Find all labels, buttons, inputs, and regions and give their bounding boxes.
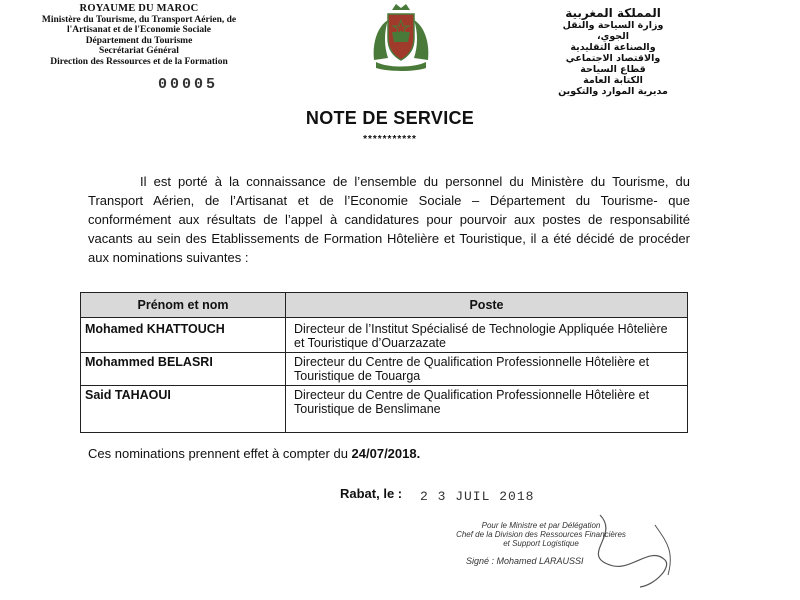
nominee-post: Directeur du Centre de Qualification Professionnelle Hôtelière et Touristique de Benslimane (286, 386, 688, 433)
nominations-table (80, 292, 688, 433)
header-left (8, 4, 270, 68)
date-stamp: 2 3 JUIL 2018 (420, 489, 535, 504)
effective-date: 24/07/2018. (351, 446, 421, 461)
ministry-line-2: l'Artisanat et de l'Economie Sociale (66, 25, 212, 36)
direction-label-arabic: مديرية الموارد والتكوين (558, 86, 668, 97)
delegation-line-2: Chef de la Division des Ressources Financières (456, 530, 626, 539)
column-header-post: Poste (286, 293, 688, 318)
nominee-name: Mohammed BELASRI (81, 353, 286, 386)
column-header-name: Prénom et nom (81, 293, 286, 318)
nominee-post: Directeur du Centre de Qualification Professionnelle Hôtelière et Touristique de Touarga (286, 353, 688, 386)
ministry-line-1-arabic: وزارة السياحة والنقل الجوي، (562, 20, 664, 42)
place-date-label: Rabat, le : (340, 486, 403, 501)
delegation-line-3: et Support Logistique (503, 539, 579, 548)
delegation-block (436, 521, 646, 548)
document-number: 00005 (158, 76, 219, 93)
document-title: NOTE DE SERVICE (305, 108, 475, 128)
signatory: Signé : Mohamed LARAUSSI (466, 556, 584, 566)
effective-text: Ces nominations prennent effet à compter du (88, 446, 352, 461)
ministry-line-1: Ministère du Tourisme, du Transport Aérien, de (41, 14, 237, 25)
secretariat-label-arabic: الكتابة العامة (583, 75, 643, 86)
ministry-line-2-arabic: والصناعة التقليدية والاقتصاد الاجتماعي (565, 42, 661, 64)
kingdom-label-arabic: المملكة المغربية (565, 6, 661, 20)
coat-of-arms-emblem (368, 2, 434, 72)
table-header-row (81, 293, 688, 318)
table-row (81, 386, 688, 433)
nominee-name: Mohamed KHATTOUCH (81, 318, 286, 353)
effective-date-sentence (88, 446, 420, 461)
title-separator: *********** (363, 134, 417, 145)
department-label-arabic: قطاع السياحة (580, 64, 646, 75)
intro-paragraph: Il est porté à la connaissance de l’ensemble du personnel du Ministère du Tourisme, du Transport Aérien, de l’Artisanat et de l’Economie Sociale – Département du Tourisme- que conformément aux résultats de l’appel à candidatures pour pourvoir aux postes de responsabilité vacants au sein des Etablissements de Formation Hôtelière et Touristique, il a été décidé de procéder aux nominations suivantes : (88, 174, 690, 265)
direction-label: Direction des Ressources et de la Formation (50, 56, 228, 67)
nominee-post: Directeur de l’Institut Spécialisé de Technologie Appliquée Hôtelière et Touristique d’Ouarzazate (286, 318, 688, 353)
table-row (81, 318, 688, 353)
kingdom-label: ROYAUME DU MAROC (79, 3, 199, 14)
table-row (81, 353, 688, 386)
nominee-name: Said TAHAOUI (81, 386, 286, 433)
secretariat-label: Secrétariat Général (99, 46, 179, 57)
delegation-line-1: Pour le Ministre et par Délégation (481, 521, 601, 530)
header-right-arabic (548, 6, 678, 97)
signature-scribble (450, 505, 690, 595)
department-label: Département du Tourisme (85, 35, 193, 46)
